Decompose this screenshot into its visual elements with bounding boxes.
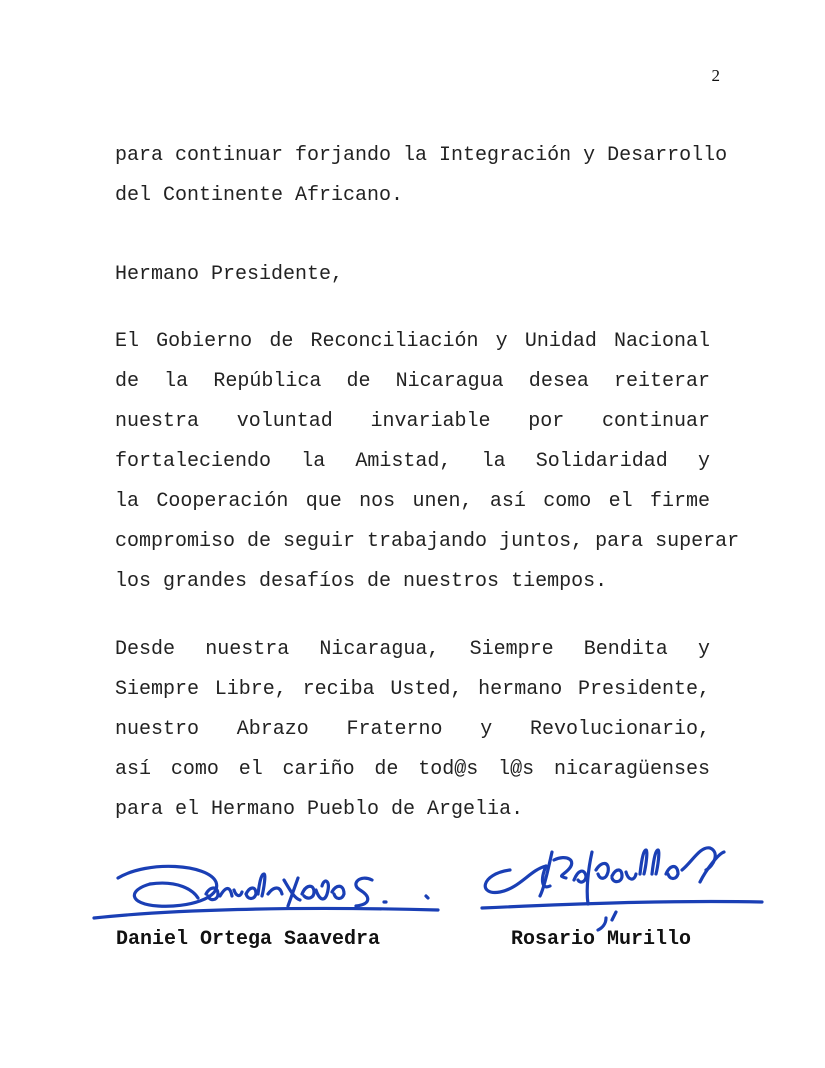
page-number: 2	[711, 66, 720, 85]
text-line: compromiso de seguir trabajando juntos, para superar	[115, 530, 740, 553]
text-line: de la República de Nicaragua desea reiterar	[115, 370, 710, 393]
text-line: la Cooperación que nos unen, así como el firme	[115, 490, 710, 513]
handwritten-signature-icon	[88, 850, 448, 930]
text-line: para el Hermano Pueblo de Argelia.	[115, 798, 524, 821]
signer-name-ortega: Daniel Ortega Saavedra	[116, 928, 381, 951]
handwritten-signature-icon	[470, 830, 770, 940]
text-line: nuestra voluntad invariable por continuar	[115, 410, 710, 433]
text-line: El Gobierno de Reconciliación y Unidad Nacional	[115, 330, 710, 353]
paragraph-greeting	[115, 255, 710, 295]
text-line: así como el cariño de tod@s l@s nicaragüenses	[115, 758, 710, 781]
text-line: del Continente Africano.	[115, 184, 404, 207]
text-line: Hermano Presidente,	[115, 263, 344, 286]
text-line: Desde nuestra Nicaragua, Siempre Bendita y	[115, 638, 710, 661]
text-line: los grandes desafíos de nuestros tiempos.	[115, 570, 608, 593]
text-line: Siempre Libre, reciba Usted, hermano Presidente,	[115, 678, 710, 701]
signer-name-murillo: Rosario Murillo	[511, 928, 692, 951]
paragraph-closing	[115, 630, 710, 830]
text-line: para continuar forjando la Integración y Desarrollo	[115, 144, 728, 167]
text-line: nuestro Abrazo Fraterno y Revolucionario,	[115, 718, 710, 741]
paragraph-intro	[115, 136, 728, 216]
text-line: fortaleciendo la Amistad, la Solidaridad y	[115, 450, 710, 473]
paragraph-main	[115, 322, 740, 602]
